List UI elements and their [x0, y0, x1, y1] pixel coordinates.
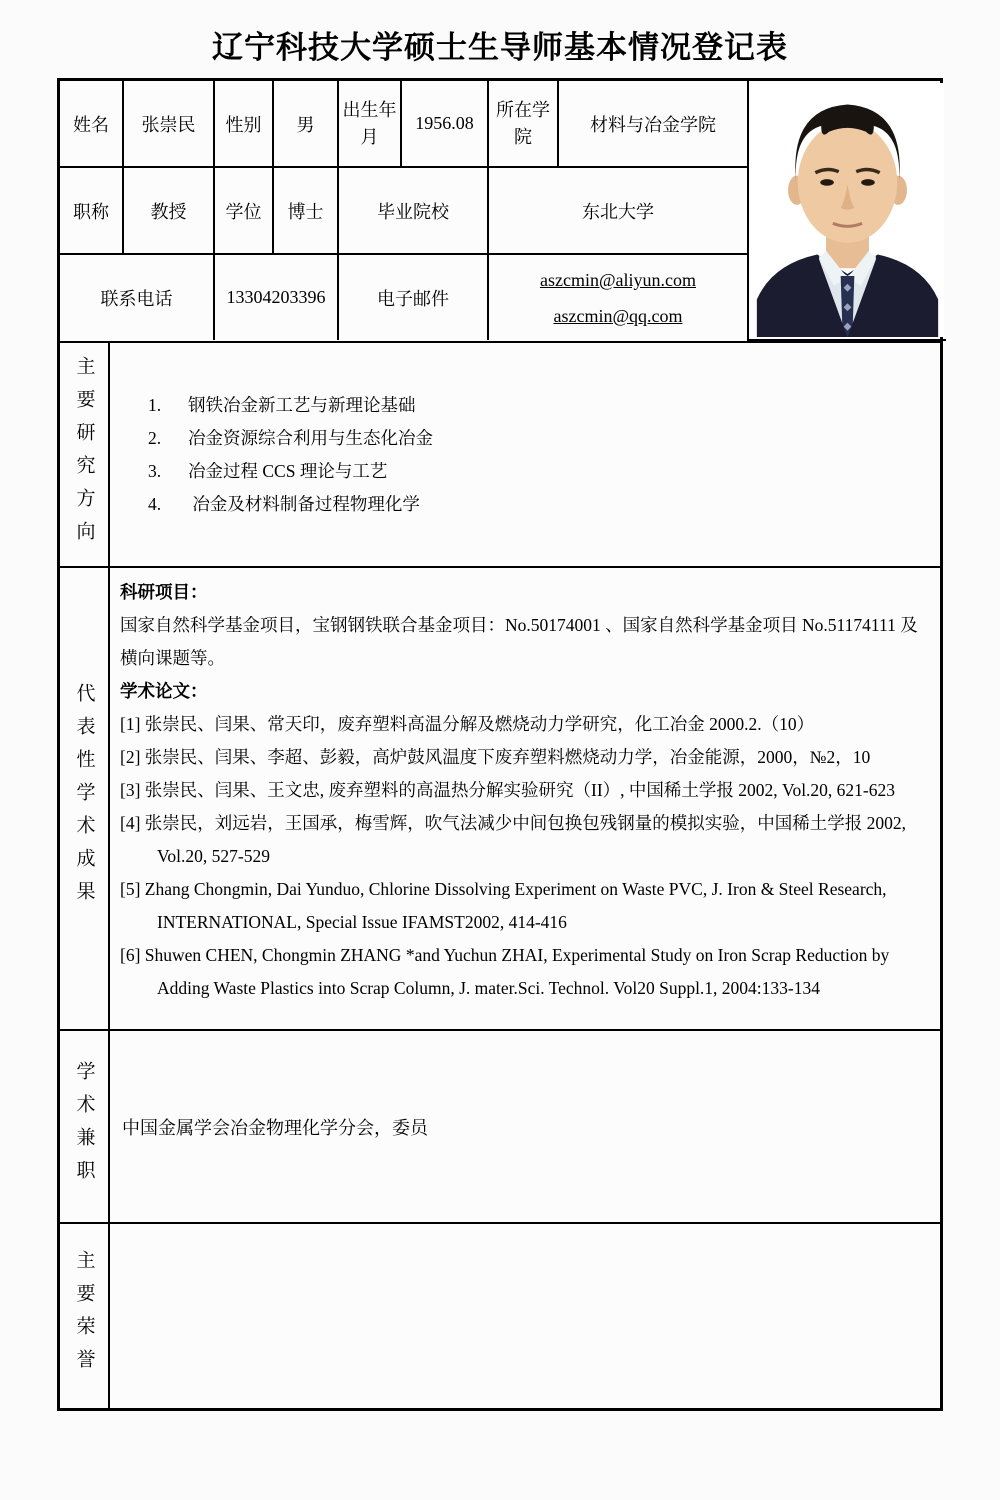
papers-heading: 学术论文：: [120, 681, 208, 702]
achievements-content: [110, 568, 940, 1029]
college-label: 所在学院: [488, 81, 558, 167]
birth-label: 出生年月: [338, 81, 401, 167]
paper-text: 张崇民、闫果、王文忠, 废弃塑料的高温热分解实验研究（II）, 中国稀土学报 2002, Vol.20, 621-623: [144, 780, 896, 801]
research-item-text: 冶金及材料制备过程物理化学: [188, 494, 420, 515]
school-label: 毕业院校: [338, 167, 488, 254]
name-label: 姓名: [60, 81, 123, 167]
table-row: [60, 81, 946, 167]
positions-content: [110, 1031, 940, 1222]
paper-num: [1]: [120, 714, 141, 735]
basic-info-table: [60, 81, 946, 341]
research-content: [110, 343, 940, 566]
research-item: [148, 422, 928, 455]
paper-text: 张崇民，刘远岩，王国承，梅雪辉，吹气法减少中间包换包残钢量的模拟实验，中国稀土学报 2002, Vol.20, 527-529: [144, 813, 911, 867]
section-achievements: [60, 566, 940, 1029]
projects-text: 国家自然科学基金项目，宝钢钢铁联合基金项目：No.50174001 、国家自然科学基金项目 No.51174111 及横向课题等。: [120, 615, 918, 669]
research-item-text: 冶金资源综合利用与生态化冶金: [188, 428, 433, 449]
research-item-num: 3.: [148, 461, 162, 482]
research-item-num: 2.: [148, 428, 162, 449]
section-research: [60, 341, 940, 566]
paper-item: [120, 939, 930, 1005]
email-link-qq[interactable]: aszcmin@qq.com: [553, 305, 683, 326]
portrait-face: [798, 122, 897, 243]
research-item-text: 冶金过程 CCS 理论与工艺: [188, 461, 388, 482]
positions-section-label: 学术兼职: [60, 1031, 110, 1222]
paper-text: 张崇民、闫果、李超、彭毅，高炉鼓风温度下废弃塑料燃烧动力学，冶金能源，2000，№2，10: [144, 747, 871, 768]
paper-num: [4]: [120, 813, 141, 834]
college-value: 材料与冶金学院: [558, 81, 748, 167]
paper-item: [120, 708, 930, 741]
photo-cell: [748, 81, 946, 340]
projects-heading: 科研项目：: [120, 582, 208, 603]
paper-num: [5]: [120, 879, 141, 900]
research-item-text: 钢铁冶金新工艺与新理论基础: [188, 395, 416, 416]
paper-item: [120, 873, 930, 939]
phone-label: 联系电话: [60, 254, 214, 340]
research-item: [148, 488, 928, 521]
title-label: 职称: [60, 167, 123, 254]
email-cell: [488, 254, 748, 340]
paper-item: [120, 807, 930, 873]
paper-num: [6]: [120, 945, 141, 966]
email-link-aliyun[interactable]: aszcmin@aliyun.com: [539, 269, 697, 290]
section-honors: [60, 1222, 940, 1408]
title-value: 教授: [123, 167, 214, 254]
phone-value: 13304203396: [214, 254, 338, 340]
name-value: 张崇民: [123, 81, 214, 167]
paper-item: [120, 774, 930, 807]
degree-value: 博士: [273, 167, 338, 254]
paper-item: [120, 741, 930, 774]
research-item: [148, 389, 928, 422]
gender-value: 男: [273, 81, 338, 167]
school-value: 东北大学: [488, 167, 748, 254]
email-label: 电子邮件: [338, 254, 488, 340]
positions-text: 中国金属学会冶金物理化学分会，委员: [122, 1117, 428, 1138]
page-title: 辽宁科技大学硕士生导师基本情况登记表: [212, 30, 788, 65]
research-section-label: 主要研究方向: [60, 343, 110, 566]
research-item-num: 1.: [148, 395, 162, 416]
achievements-section-label: 代表性学术成果: [60, 568, 110, 1029]
paper-num: [3]: [120, 780, 141, 801]
paper-text: Zhang Chongmin, Dai Yunduo, Chlorine Dissolving Experiment on Waste PVC, J. Iron & Steel Research, INTERNATIONAL, Special Issue IFAMST2002, 414-416: [144, 879, 891, 933]
honors-content: [110, 1224, 940, 1408]
honors-section-label: 主要荣誉: [60, 1224, 110, 1408]
birth-value: 1956.08: [401, 81, 488, 167]
section-positions: [60, 1029, 940, 1222]
research-item: [148, 455, 928, 488]
paper-num: [2]: [120, 747, 141, 768]
degree-label: 学位: [214, 167, 273, 254]
paper-text: Shuwen CHEN, Chongmin ZHANG *and Yuchun ZHAI, Experimental Study on Iron Scrap Reduction by Adding Waste Plastics into Scrap Column, J. mater.Sci. Technol. Vol20 Suppl.1, 2004:133-134: [144, 945, 893, 999]
gender-label: 性别: [214, 81, 273, 167]
research-item-num: 4.: [148, 494, 162, 515]
paper-text: 张崇民、闫果、常天印，废弃塑料高温分解及燃烧动力学研究，化工冶金 2000.2.（10）: [144, 714, 815, 735]
portrait-photo: [751, 83, 944, 337]
registration-form: [57, 78, 943, 1411]
